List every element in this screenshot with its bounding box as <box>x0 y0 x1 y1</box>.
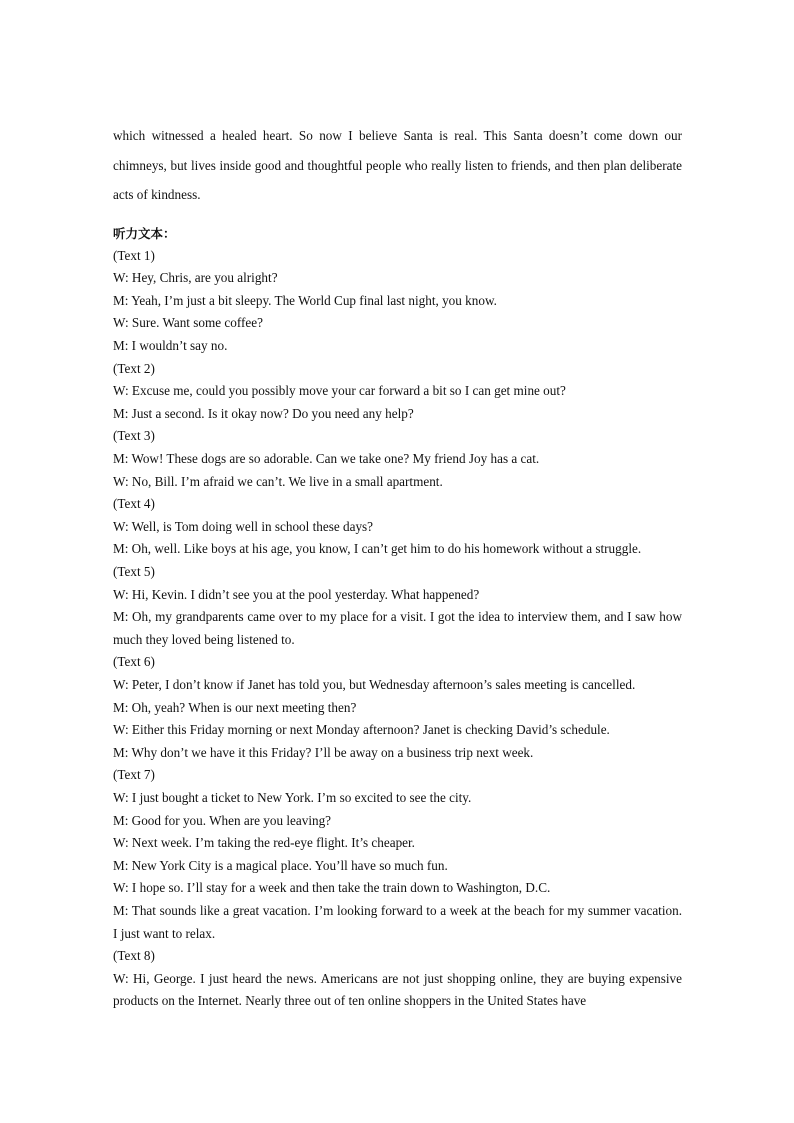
transcript-line: W: I hope so. I’ll stay for a week and then take the train down to Washington, D.C. <box>113 880 551 896</box>
transcript-line: W: Either this Friday morning or next Monday afternoon? Janet is checking David’s schedule. <box>113 722 610 738</box>
transcript-line: W: Hi, Kevin. I didn’t see you at the pool yesterday. What happened? <box>113 586 480 602</box>
transcript-line: M: I wouldn’t say no. <box>113 338 228 354</box>
document-page <box>113 0 682 1013</box>
transcript-line: (Text 1) <box>113 247 155 263</box>
listening-text-heading: 听力文本： <box>113 225 176 241</box>
transcript-line: (Text 6) <box>113 654 155 670</box>
transcript-line: M: Oh, well. Like boys at his age, you know, I can’t get him to do his homework without a struggle. <box>113 541 642 557</box>
transcript-line: (Text 7) <box>113 767 155 783</box>
transcript-line: (Text 8) <box>113 948 155 964</box>
transcript-line: M: Good for you. When are you leaving? <box>113 812 332 828</box>
transcript-line: (Text 2) <box>113 360 155 376</box>
transcript-line: W: Well, is Tom doing well in school these days? <box>113 518 374 534</box>
transcript-line: W: Sure. Want some coffee? <box>113 315 263 331</box>
transcript-line: W: Hi, George. I just heard the news. Americans are not just shopping online, they are buying expensive products on the Internet. Nearly three out of ten online shoppers in the United States have <box>113 970 682 1009</box>
transcript-line: W: Excuse me, could you possibly move your car forward a bit so I can get mine out? <box>113 383 566 399</box>
transcript-line: M: That sounds like a great vacation. I’m looking forward to a week at the beach for my summer vacation. I just want to relax. <box>113 902 682 941</box>
transcript-line: M: Wow! These dogs are so adorable. Can we take one? My friend Joy has a cat. <box>113 451 540 467</box>
transcript-line: M: Oh, yeah? When is our next meeting then? <box>113 699 357 715</box>
intro-paragraph: which witnessed a healed heart. So now I believe Santa is real. This Santa doesn’t come down our chimneys, but lives inside good and thoughtful people who really listen to friends, and then plan deliberate acts of kindness. <box>113 128 682 202</box>
transcript-line: M: Just a second. Is it okay now? Do you need any help? <box>113 405 414 421</box>
transcript-line: W: Hey, Chris, are you alright? <box>113 270 278 286</box>
transcript-line: W: Next week. I’m taking the red-eye flight. It’s cheaper. <box>113 835 415 851</box>
transcript-line: M: New York City is a magical place. You’ll have so much fun. <box>113 857 448 873</box>
transcript-line: (Text 3) <box>113 428 155 444</box>
transcript-lines <box>113 245 682 1013</box>
transcript-line: W: Peter, I don’t know if Janet has told you, but Wednesday afternoon’s sales meeting is cancelled. <box>113 676 636 692</box>
transcript-line: M: Oh, my grandparents came over to my place for a visit. I got the idea to interview them, and I saw how much they loved being listened to. <box>113 609 682 647</box>
transcript-line: (Text 5) <box>113 564 155 579</box>
transcript-line: (Text 4) <box>113 496 155 512</box>
transcript-line: W: I just bought a ticket to New York. I’m so excited to see the city. <box>113 789 472 805</box>
transcript-line: W: No, Bill. I’m afraid we can’t. We live in a small apartment. <box>113 473 443 489</box>
transcript-line: M: Why don’t we have it this Friday? I’ll be away on a business trip next week. <box>113 744 534 760</box>
transcript-line: M: Yeah, I’m just a bit sleepy. The World Cup final last night, you know. <box>113 292 497 308</box>
